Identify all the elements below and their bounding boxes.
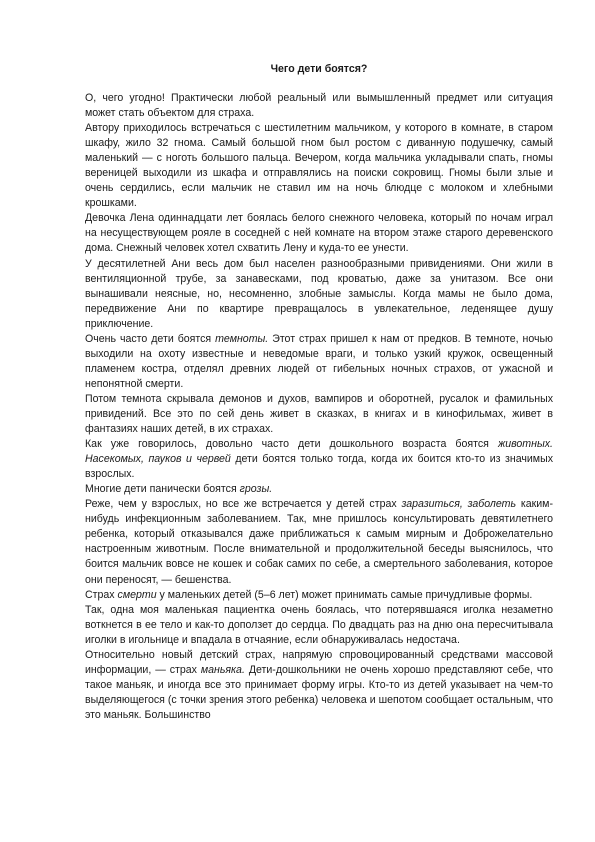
text-run: У десятилетней Ани весь дом был населен разнообразными привидениями. Они жили в вентиляционной трубе, за занавесками, под кроватью, даже за унитазом. Все они вынашивали неясные, но, несомненно, злобные замыслы. Когда мамы не было дома, передвижение Ани по квартире превращалось в увлекательное, леденящее душу приключение.: [85, 257, 553, 330]
paragraph: [85, 497, 553, 587]
text-run: Автору приходилось встречаться с шестилетним мальчиком, у которого в комнате, в старом шкафу, жило 32 гнома. Самый большой гном был ростом с диванную подушечку, самый маленький — с ноготь большого пальца. Вечером, когда мальчика укладывали спать, гномы вереницей выходили из шкафа и отправлялись на поиски сокровищ. Гномы были злые и очень сердились, если мальчик не ставил им на ночь блюдце с молоком и хлебными крошками.: [85, 122, 553, 210]
paragraph: [85, 121, 553, 211]
paragraph: [85, 648, 553, 723]
document-body: [85, 91, 553, 723]
paragraph: [85, 257, 553, 332]
paragraph: [85, 588, 553, 603]
text-run: Очень часто дети боятся: [85, 332, 216, 345]
text-run: Потом темнота скрывала демонов и духов, вампиров и оборотней, русалок и фамильных привидений. Все это по сей день живет в сказках, в книгах и в кинофильмах, живет в фантазиях наших детей, в их страхах.: [85, 392, 553, 436]
paragraph: [85, 392, 553, 437]
text-run: Девочка Лена одиннадцати лет боялась белого снежного человека, который по ночам играл на несуществующем рояле в соседней с ней комнате на втором этаже старого деревенского дома. Снежный человек хотел схватить Лену и куда-то ее унести.: [85, 212, 553, 255]
text-run: Этот страх пришел к нам от предков. В темноте, ночью выходили на охоту известные и неведомые враги, и только узкий кружок, освещенный пламенем костра, отделял древних людей от гибельных ночных страхов, от ужасной и непонятной смерти.: [85, 332, 553, 390]
text-run: дети боятся только тогда, когда их боится кто-то из значимых взрослых.: [85, 453, 553, 481]
paragraph: [85, 603, 553, 648]
text-run: каким-нибудь инфекционным заболеванием. Так, мне пришлось консультировать девятилетнего ребенка, который отказывался даже приближаться к самым мирным и Доброжелательно настроенным животным. После внимательной и продолжительной беседы выяснилось, что боится мальчик вовсе не кошек и собак самих по себе, а смертельного заболевания, которое они переносят, — бешенства.: [85, 498, 553, 586]
text-run: Страх: [85, 588, 118, 601]
paragraph: [85, 211, 553, 256]
italic-text: темноты.: [215, 332, 269, 345]
text-run: Дети-дошкольники не очень хорошо представляют себе, что такое маньяк, и иногда все это принимает форму игры. Кто-то из детей указывает на чем-то выделяющегося (с точки зрения этого ребенка) человека и шепотом сообщает остальным, что это маньяк. Большинство: [85, 663, 553, 721]
paragraph: [85, 437, 553, 482]
italic-text: грозы.: [239, 483, 273, 496]
paragraph: [85, 332, 553, 392]
text-run: Многие дети панически боятся: [85, 483, 240, 496]
italic-text: заразиться, заболеть: [401, 498, 517, 511]
italic-text: животных. Насекомых, пауков и червей: [85, 438, 553, 466]
document-page: [85, 62, 553, 723]
text-run: Относительно новый детский страх, напрямую спровоцированный средствами массовой информации, — страх: [85, 648, 553, 676]
italic-text: смерти: [117, 588, 157, 601]
text-run: О, чего угодно! Практически любой реальный или вымышленный предмет или ситуация может стать объектом для страха.: [85, 92, 553, 120]
paragraph: [85, 91, 553, 121]
page-title: Чего дети боятся?: [270, 63, 368, 75]
paragraph: [85, 482, 553, 497]
text-run: Так, одна моя маленькая пациентка очень боялась, что потерявшаяся иголка незаметно воткнется в ее тело и как-то доползет до сердца. По двадцать раз на дню она пересчитывала иголки в игольнице и впадала в отчаяние, если обнаруживалась недостача.: [85, 603, 553, 646]
text-run: у маленьких детей (5–6 лет) может принимать самые причудливые формы.: [156, 588, 533, 601]
text-run: Как уже говорилось, довольно часто дети дошкольного возраста боятся: [85, 438, 498, 451]
italic-text: маньяка.: [200, 663, 245, 676]
text-run: Реже, чем у взрослых, но все же встречается у детей страх: [85, 498, 402, 511]
